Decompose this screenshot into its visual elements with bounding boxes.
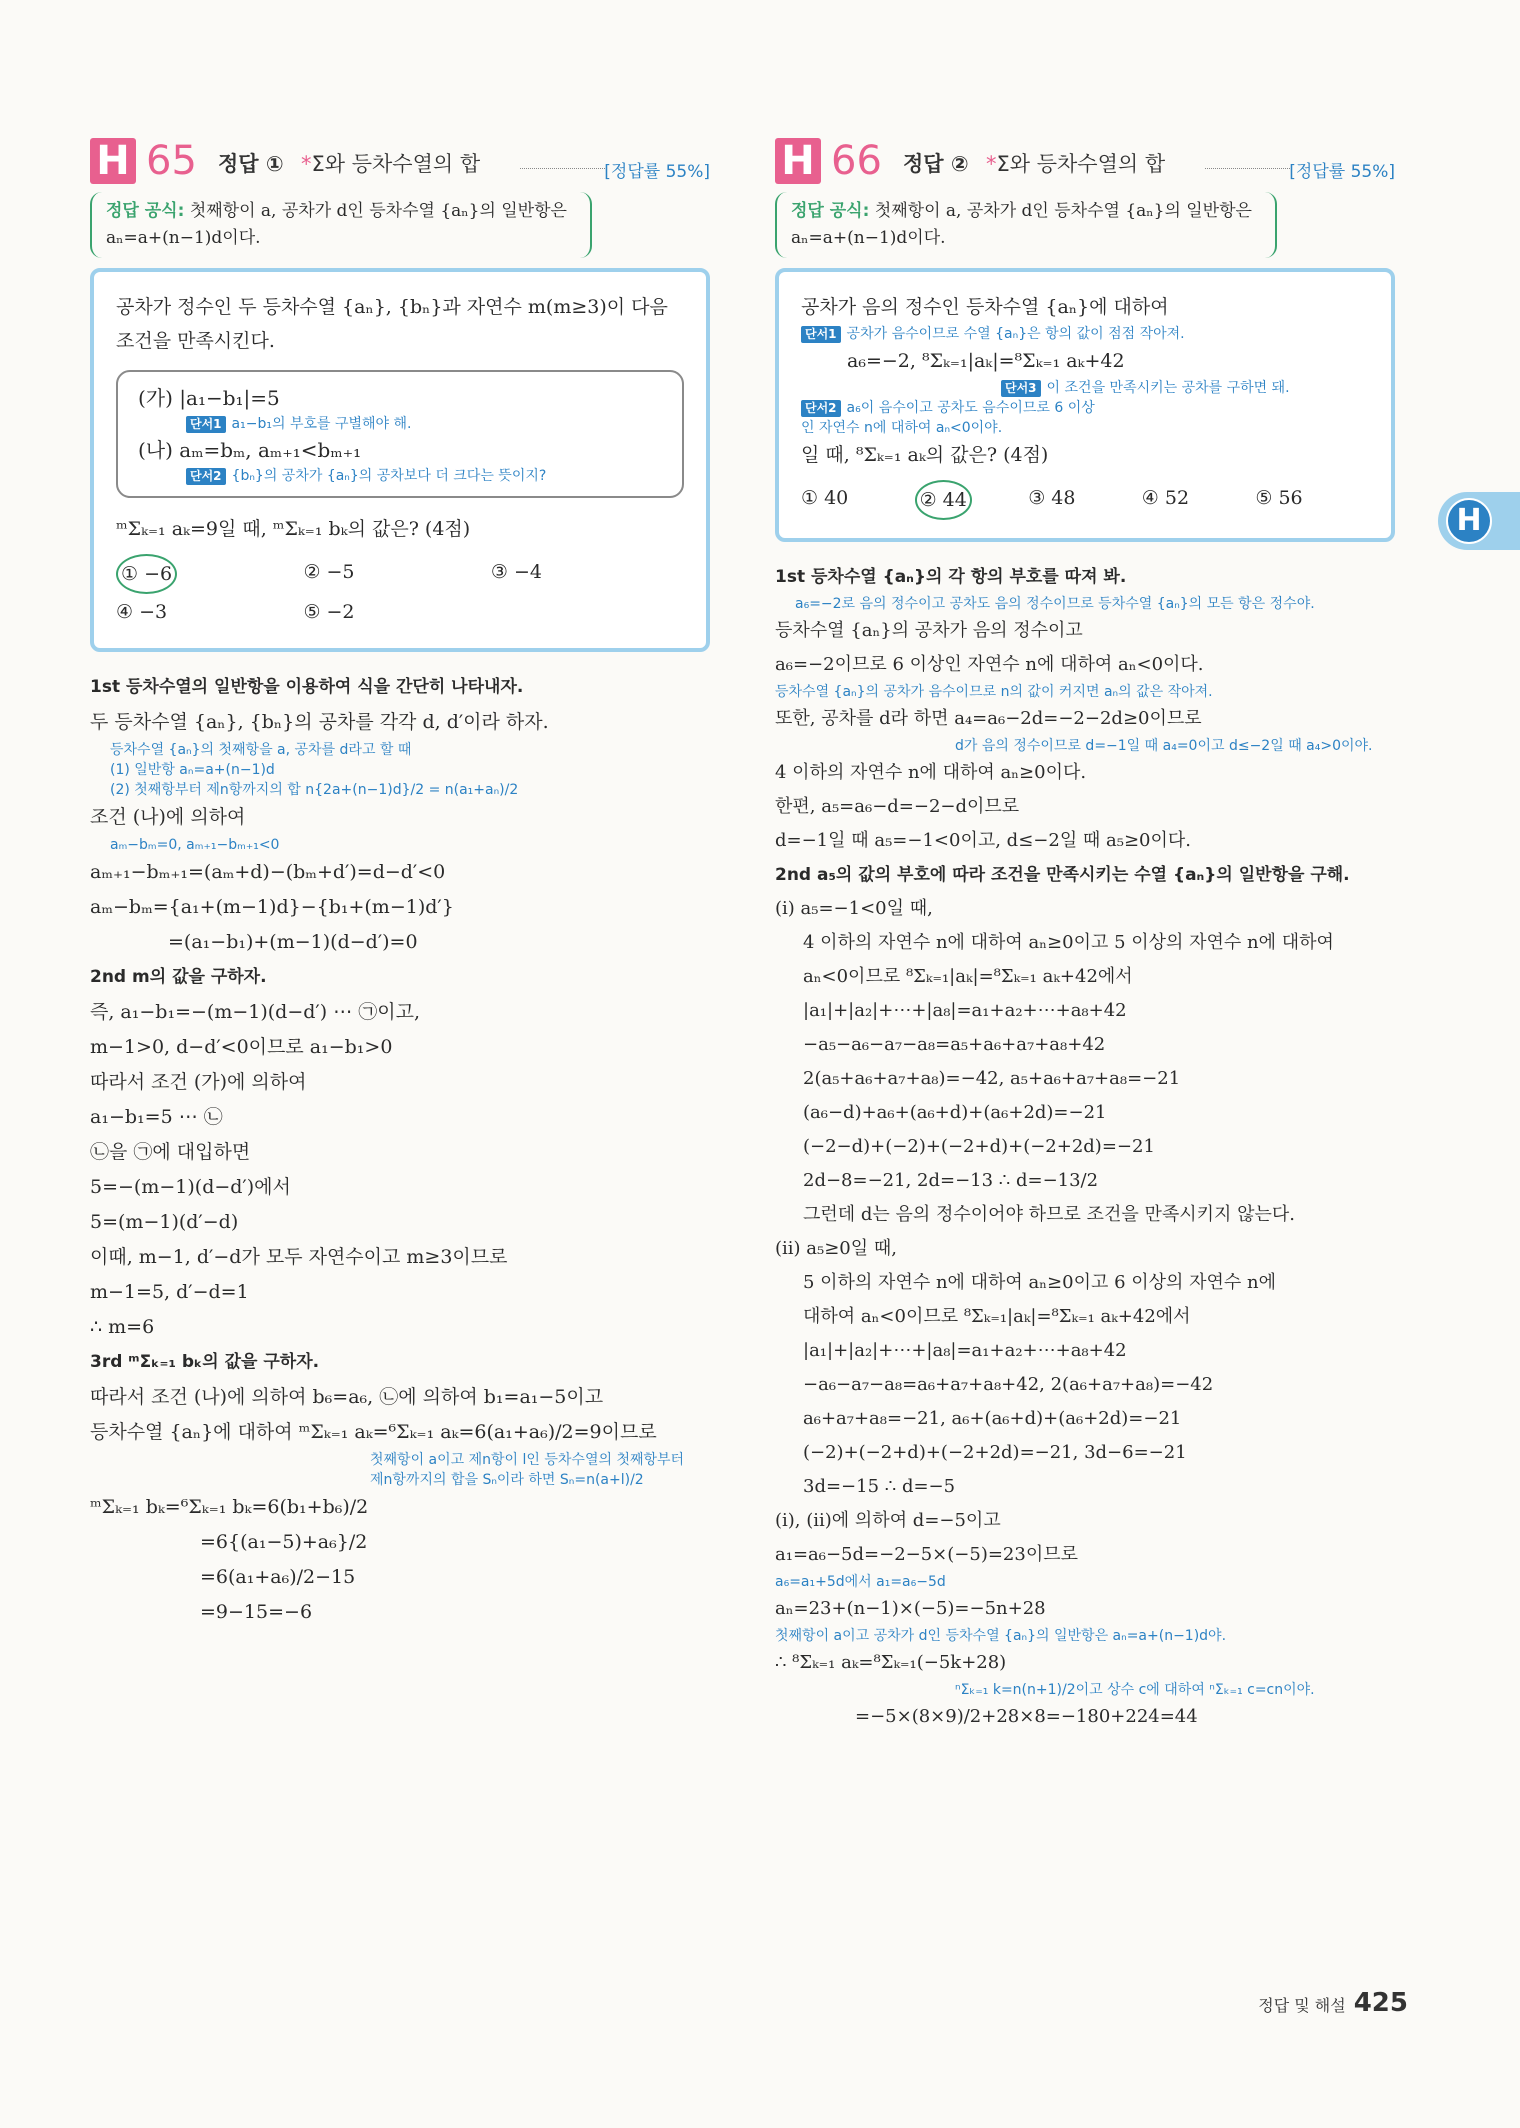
step-1-heading: 1st 등차수열 {aₙ}의 각 항의 부호를 따져 봐.: [775, 567, 1127, 587]
annotation: 등차수열 {aₙ}의 공차가 음수이므로 n의 값이 커지면 aₙ의 값은 작아져.: [775, 684, 1213, 700]
condition-b: (나) aₘ=bₘ, aₘ₊₁<bₘ₊₁: [138, 438, 362, 462]
topic-text: Σ와 등차수열의 합: [311, 152, 481, 176]
choice-1[interactable]: ① −6: [116, 554, 303, 594]
solution-line: ㉡을 ㉠에 대입하면: [90, 1141, 251, 1163]
solution-line: 등차수열 {aₙ}에 대하여 ᵐΣₖ₌₁ aₖ=⁶Σₖ₌₁ aₖ=6(a₁+a₆)/2=9이므로: [90, 1421, 657, 1443]
solution-line: 5=(m−1)(d′−d): [90, 1211, 239, 1233]
solution-line: ᵐΣₖ₌₁ bₖ=⁶Σₖ₌₁ bₖ=6(b₁+b₆)/2: [90, 1496, 369, 1518]
solution-line: 4 이하의 자연수 n에 대하여 aₙ≥0이다.: [775, 762, 1087, 783]
solution-line: 이때, m−1, d′−d가 모두 자연수이고 m≥3이므로: [90, 1246, 508, 1268]
page-number: 425: [1353, 1988, 1408, 2018]
problem-equation: a₆=−2, ⁸Σₖ₌₁|aₖ|=⁸Σₖ₌₁ aₖ+42: [847, 350, 1125, 372]
solution-65: [90, 670, 710, 1630]
clue-2-label: 단서2: [801, 400, 841, 417]
star-icon: *: [985, 152, 997, 176]
problem-question: ᵐΣₖ₌₁ aₖ=9일 때, ᵐΣₖ₌₁ bₖ의 값은? (4점): [116, 518, 471, 540]
choice-5[interactable]: ⑤ 56: [1255, 487, 1303, 509]
solution-line: 즉, a₁−b₁=−(m−1)(d−d′) ⋯ ㉠이고,: [90, 1001, 420, 1023]
answer-formula: [90, 192, 592, 258]
condition-a: (가) |a₁−b₁|=5: [138, 386, 280, 410]
solution-line: 5=−(m−1)(d−d′)에서: [90, 1176, 291, 1198]
solution-line: 대하여 aₙ<0이므로 ⁸Σₖ₌₁|aₖ|=⁸Σₖ₌₁ aₖ+42에서: [803, 1306, 1191, 1327]
problem-65-header: [90, 132, 710, 186]
choice-4[interactable]: ④ 52: [1141, 487, 1190, 509]
clue-3-label: 단서3: [1001, 380, 1041, 397]
dotted-leader: [520, 168, 605, 169]
conditions-box: [116, 370, 684, 498]
clue-2-text: a₆이 음수이고 공차도 음수이므로 6 이상인 자연수 n에 대하여 aₙ<0이야.: [801, 400, 1095, 436]
annotation: (1) 일반항 aₙ=a+(n−1)d: [110, 762, 275, 778]
solution-line: 2(a₅+a₆+a₇+a₈)=−42, a₅+a₆+a₇+a₈=−21: [803, 1068, 1181, 1089]
problem-intro-2: 조건을 만족시킨다.: [116, 330, 275, 352]
page-footer: [1258, 1988, 1408, 2018]
solution-line: =−5×(8×9)/2+28×8=−180+224=44: [855, 1706, 1198, 1727]
solution-line: aₘ−bₘ={a₁+(m−1)d}−{b₁+(m−1)d′}: [90, 896, 454, 918]
solution-line: 그런데 d는 음의 정수이어야 하므로 조건을 만족시키지 않는다.: [803, 1204, 1295, 1225]
problem-number: 66: [831, 138, 882, 184]
problem-66-column: [775, 132, 1395, 1734]
solution-line: 5 이하의 자연수 n에 대하여 aₙ≥0이고 6 이상의 자연수 n에: [803, 1272, 1277, 1293]
solution-line: a₁−b₁=5 ⋯ ㉡: [90, 1106, 223, 1128]
formula-text-1: 첫째항이 a, 공차가 d인 등차수열 {aₙ}의 일반항은: [874, 201, 1252, 221]
solution-line: m−1>0, d−d′<0이므로 a₁−b₁>0: [90, 1036, 393, 1058]
formula-text-2: aₙ=a+(n−1)d이다.: [791, 228, 946, 248]
solution-line: 2d−8=−21, 2d=−13 ∴ d=−13/2: [803, 1170, 1099, 1191]
solution-line: (−2−d)+(−2)+(−2+d)+(−2+2d)=−21: [803, 1136, 1155, 1157]
formula-label: 정답 공식:: [106, 201, 185, 221]
annotation: ⁿΣₖ₌₁ k=n(n+1)/2이고 상수 c에 대하여 ⁿΣₖ₌₁ c=cn이야.: [955, 1682, 1315, 1698]
solution-line: a₆=−2이므로 6 이상인 자연수 n에 대하여 aₙ<0이다.: [775, 654, 1204, 675]
problem-box: [775, 268, 1395, 542]
solution-line: 한편, a₅=a₆−d=−2−d이므로: [775, 796, 1020, 817]
star-icon: *: [300, 152, 312, 176]
answer-formula: [775, 192, 1277, 258]
solution-line: 4 이하의 자연수 n에 대하여 aₙ≥0이고 5 이상의 자연수 n에 대하여: [803, 932, 1334, 953]
section-letter-box: H: [775, 138, 821, 184]
solution-line: 두 등차수열 {aₙ}, {bₙ}의 공차를 각각 d, d′이라 하자.: [90, 711, 549, 733]
solution-line: (a₆−d)+a₆+(a₆+d)+(a₆+2d)=−21: [803, 1102, 1107, 1123]
topic: [986, 152, 1165, 176]
problem-intro: 공차가 음의 정수인 등차수열 {aₙ}에 대하여: [801, 296, 1169, 318]
formula-text-1: 첫째항이 a, 공차가 d인 등차수열 {aₙ}의 일반항은: [189, 201, 567, 221]
annotation: 등차수열 {aₙ}의 첫째항을 a, 공차를 d라고 할 때: [110, 742, 412, 758]
clue-1-text: 공차가 음수이므로 수열 {aₙ}은 항의 값이 점점 작아져.: [846, 326, 1185, 342]
solution-line: (i), (ii)에 의하여 d=−5이고: [775, 1510, 1001, 1531]
step-3-heading: 3rd ᵐΣₖ₌₁ bₖ의 값을 구하자.: [90, 1352, 320, 1372]
problem-box: [90, 268, 710, 652]
problem-question: 일 때, ⁸Σₖ₌₁ aₖ의 값은? (4점): [801, 444, 1049, 466]
solution-line: ∴ ⁸Σₖ₌₁ aₖ=⁸Σₖ₌₁(−5k+28): [775, 1652, 1007, 1673]
step-2-heading: 2nd a₅의 값의 부호에 따라 조건을 만족시키는 수열 {aₙ}의 일반항을 구해.: [775, 865, 1350, 885]
solution-line: aₙ=23+(n−1)×(−5)=−5n+28: [775, 1598, 1046, 1619]
solution-line: 조건 (나)에 의하여: [90, 806, 246, 828]
solution-line: =6{(a₁−5)+a₆}/2: [200, 1531, 368, 1553]
solution-line: 등차수열 {aₙ}의 공차가 음의 정수이고: [775, 620, 1083, 641]
annotation: (2) 첫째항부터 제n항까지의 합 n{2a+(n−1)d}/2 = n(a₁+aₙ)/2: [110, 782, 519, 798]
section-letter-box: H: [90, 138, 136, 184]
step-1-heading: 1st 등차수열의 일반항을 이용하여 식을 간단히 나타내자.: [90, 677, 524, 697]
formula-label: 정답 공식:: [791, 201, 870, 221]
topic: [301, 152, 480, 176]
clue-2-label: 단서2: [186, 468, 226, 485]
solution-line: =9−15=−6: [200, 1601, 313, 1623]
topic-text: Σ와 등차수열의 합: [996, 152, 1166, 176]
formula-text-2: aₙ=a+(n−1)d이다.: [106, 228, 261, 248]
solution-line: m−1=5, d′−d=1: [90, 1281, 249, 1303]
choice-4[interactable]: ④ −3: [116, 601, 168, 623]
answer-title: [903, 148, 1165, 178]
annotation: d가 음의 정수이므로 d=−1일 때 a₄=0이고 d≤−2일 때 a₄>0이야.: [955, 738, 1373, 754]
solution-line: aₙ<0이므로 ⁸Σₖ₌₁|aₖ|=⁸Σₖ₌₁ aₖ+42에서: [803, 966, 1133, 987]
footer-label: 정답 및 해설: [1258, 1996, 1346, 2015]
choice-2[interactable]: ② 44: [915, 480, 1029, 520]
choice-5[interactable]: ⑤ −2: [303, 601, 355, 623]
solution-line: 따라서 조건 (가)에 의하여: [90, 1071, 307, 1093]
answer-choices: [116, 554, 684, 630]
correct-rate: [정답률 55%]: [1289, 162, 1395, 182]
section-tab-letter: H: [1446, 498, 1492, 544]
solution-line: |a₁|+|a₂|+⋯+|a₈|=a₁+a₂+⋯+a₈+42: [803, 1000, 1127, 1021]
clue-3-text: 이 조건을 만족시키는 공차를 구하면 돼.: [1046, 380, 1290, 396]
step-2-heading: 2nd m의 값을 구하자.: [90, 967, 267, 987]
clue-2-text: {bₙ}의 공차가 {aₙ}의 공차보다 더 크다는 뜻이지?: [231, 468, 547, 484]
solution-line: ∴ m=6: [90, 1316, 155, 1338]
annotation: 제n항까지의 합을 Sₙ이라 하면 Sₙ=n(a+l)/2: [370, 1472, 644, 1488]
solution-line: =(a₁−b₁)+(m−1)(d−d′)=0: [168, 931, 418, 953]
section-side-tab[interactable]: [1438, 492, 1520, 550]
problem-number: 65: [146, 138, 197, 184]
solution-line: a₆+a₇+a₈=−21, a₆+(a₆+d)+(a₆+2d)=−21: [803, 1408, 1182, 1429]
answer-label: 정답 ②: [903, 152, 969, 176]
solution-line: =6(a₁+a₆)/2−15: [200, 1566, 356, 1588]
choice-2[interactable]: ② −5: [303, 561, 355, 583]
clue-1-label: 단서1: [801, 326, 841, 343]
solution-line: 또한, 공차를 d라 하면 a₄=a₆−2d=−2−2d≥0이므로: [775, 708, 1202, 729]
answer-title: [218, 148, 480, 178]
clue-1-label: 단서1: [186, 416, 226, 433]
annotation: a₆=a₁+5d에서 a₁=a₆−5d: [775, 1574, 946, 1590]
choice-1[interactable]: ① 40: [801, 487, 849, 509]
annotation: 첫째항이 a이고 공차가 d인 등차수열 {aₙ}의 일반항은 aₙ=a+(n−1)d야.: [775, 1628, 1227, 1644]
solution-line: 3d=−15 ∴ d=−5: [803, 1476, 956, 1497]
problem-66-header: [775, 132, 1395, 186]
choice-3[interactable]: ③ 48: [1028, 487, 1076, 509]
solution-line: −a₆−a₇−a₈=a₆+a₇+a₈+42, 2(a₆+a₇+a₈)=−42: [803, 1374, 1214, 1395]
problem-65-column: [90, 132, 710, 1630]
annotation: aₘ−bₘ=0, aₘ₊₁−bₘ₊₁<0: [110, 837, 280, 853]
dotted-leader: [1205, 168, 1290, 169]
solution-line: −a₅−a₆−a₇−a₈=a₅+a₆+a₇+a₈+42: [803, 1034, 1106, 1055]
solution-line: |a₁|+|a₂|+⋯+|a₈|=a₁+a₂+⋯+a₈+42: [803, 1340, 1127, 1361]
solution-66: [775, 560, 1395, 1734]
correct-rate: [정답률 55%]: [604, 162, 710, 182]
answer-choices: [801, 480, 1369, 520]
solution-line: d=−1일 때 a₅=−1<0이고, d≤−2일 때 a₅≥0이다.: [775, 830, 1192, 851]
problem-intro-1: 공차가 정수인 두 등차수열 {aₙ}, {bₙ}과 자연수 m(m≥3)이 다음: [116, 296, 668, 318]
solution-line: a₁=a₆−5d=−2−5×(−5)=23이므로: [775, 1544, 1078, 1565]
answer-label: 정답 ①: [218, 152, 284, 176]
solution-line: 따라서 조건 (나)에 의하여 b₆=a₆, ㉡에 의하여 b₁=a₁−5이고: [90, 1386, 604, 1408]
solution-line: aₘ₊₁−bₘ₊₁=(aₘ+d)−(bₘ+d′)=d−d′<0: [90, 861, 446, 883]
clue-1-text: a₁−b₁의 부호를 구별해야 해.: [231, 416, 412, 432]
solution-line: (i) a₅=−1<0일 때,: [775, 898, 933, 919]
annotation: 첫째항이 a이고 제n항이 l인 등차수열의 첫째항부터: [370, 1452, 685, 1468]
solution-line: (ii) a₅≥0일 때,: [775, 1238, 897, 1259]
annotation: a₆=−2로 음의 정수이고 공차도 음의 정수이므로 등차수열 {aₙ}의 모든 항은 정수야.: [795, 596, 1315, 612]
solution-line: (−2)+(−2+d)+(−2+2d)=−21, 3d−6=−21: [803, 1442, 1187, 1463]
choice-3[interactable]: ③ −4: [490, 561, 542, 583]
